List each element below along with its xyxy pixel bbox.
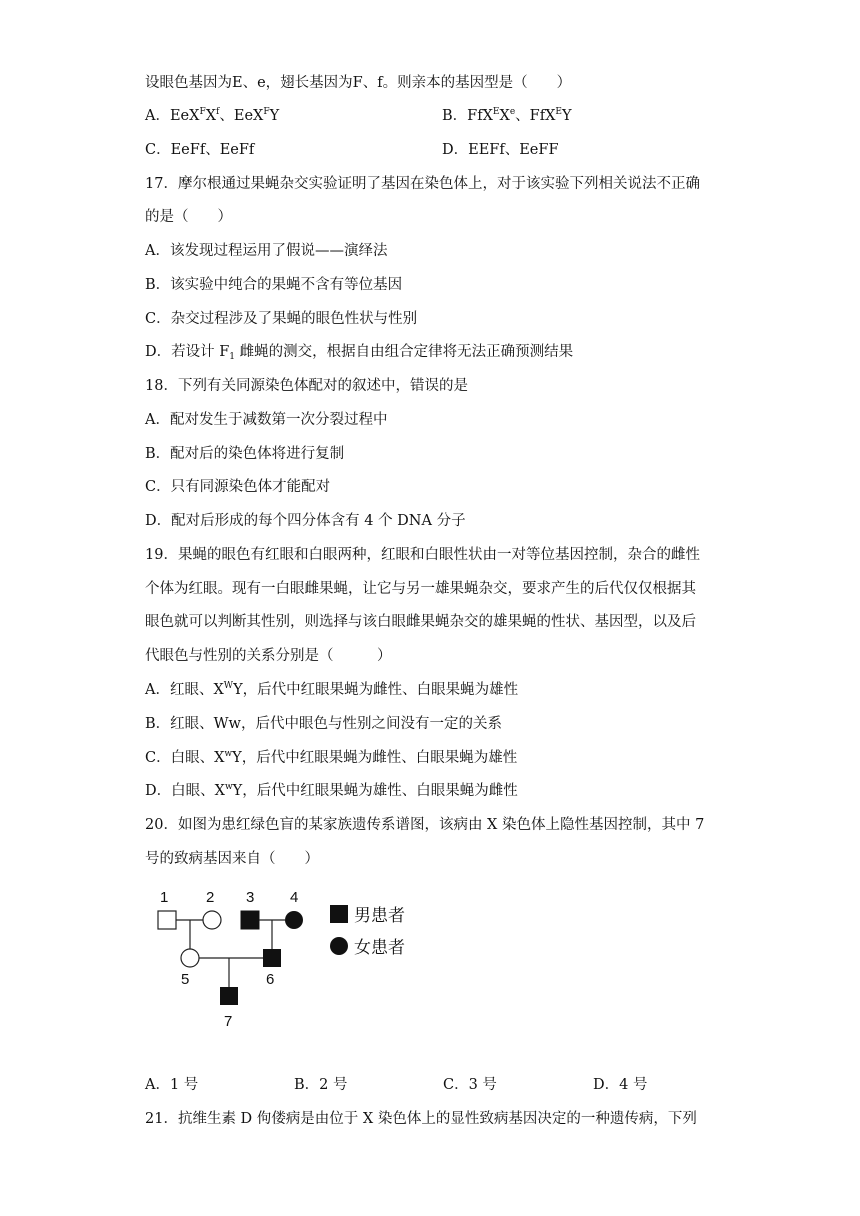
q17-option-d[interactable]: D．若设计 $F_1$ 雌蝇的测交，根据自由组合定律将无法正确预测结果: [145, 344, 574, 362]
legend-male-square-icon: [330, 905, 348, 923]
q19-stem-line3: 眼色就可以判断其性别，则选择与该白眼雌果蝇杂交的雄果蝇的性状、基因型，以及后: [145, 614, 696, 630]
q19-stem-line2: 个体为红眼。现有一白眼雌果蝇，让它与另一雄果蝇杂交，要求产生的后代仅仅根据其: [145, 581, 696, 597]
q18-stem: 18．下列有关同源染色体配对的叙述中，错误的是: [145, 378, 468, 394]
q18-option-b[interactable]: B．配对后的染色体将进行复制: [145, 446, 345, 462]
pedigree-individual-7: [220, 987, 238, 1005]
pedigree-number-7: 7: [224, 1013, 233, 1030]
q18-option-c[interactable]: C．只有同源染色体才能配对: [145, 479, 331, 495]
q16-option-a[interactable]: A．$EeX^FX^f$、EeX$^F$Y: [145, 107, 280, 124]
q16-option-c[interactable]: C．EeFf、EeFf: [145, 142, 255, 158]
pedigree-individual-6: [263, 949, 281, 967]
pedigree-individual-5: [181, 949, 199, 967]
q16-option-b[interactable]: B．FfX$^E$Xe、FfX$^E$Y: [442, 107, 572, 124]
pedigree-individual-2: [203, 911, 221, 929]
q17-stem-line1: 17．摩尔根通过果蝇杂交实验证明了基因在染色体上，对于该实验下列相关说法不正确: [145, 176, 700, 192]
pedigree-individual-3: [241, 911, 259, 929]
q19-option-a[interactable]: A．红眼、$X^WY$，后代中红眼果蝇为雌性、白眼果蝇为雄性: [145, 681, 519, 698]
q16-option-d[interactable]: D．EEFf、EeFF: [442, 142, 559, 158]
q17-stem-line2: 的是（ ）: [145, 209, 232, 225]
pedigree-chart: [150, 880, 430, 1040]
pedigree-number-1: 1: [160, 889, 169, 906]
legend-male-label: 男患者: [354, 906, 405, 926]
q17-option-a[interactable]: A．该发现过程运用了假说——演绎法: [145, 243, 388, 259]
pedigree-number-3: 3: [246, 889, 255, 906]
pedigree-individual-4: [285, 911, 303, 929]
pedigree-number-2: 2: [206, 889, 215, 906]
q19-stem-line4: 代眼色与性别的关系分别是（ ）: [145, 648, 392, 664]
q17-option-c[interactable]: C．杂交过程涉及了果蝇的眼色性状与性别: [145, 311, 418, 327]
pedigree-number-6: 6: [266, 971, 275, 988]
legend-female-circle-icon: [330, 937, 348, 955]
q20-option-a[interactable]: A．1 号: [145, 1077, 199, 1093]
q19-stem-line1: 19．果蝇的眼色有红眼和白眼两种，红眼和白眼性状由一对等位基因控制，杂合的雌性: [145, 547, 700, 563]
q21-stem-line1: 21．抗维生素 D 佝偻病是由位于 X 染色体上的显性致病基因决定的一种遗传病，下列: [145, 1111, 697, 1127]
q20-stem-line2: 号的致病基因来自（ ）: [145, 851, 319, 867]
q19-option-d[interactable]: D．白眼、$X^wY$，后代中红眼果蝇为雄性、白眼果蝇为雌性: [145, 782, 518, 799]
pedigree-individual-1: [158, 911, 176, 929]
q19-option-c[interactable]: C．白眼、$X^wY$，后代中红眼果蝇为雌性、白眼果蝇为雄性: [145, 749, 518, 766]
pedigree-number-5: 5: [181, 971, 190, 988]
q20-option-c[interactable]: C．3 号: [443, 1077, 497, 1093]
q18-option-d[interactable]: D．配对后形成的每个四分体含有 4 个 DNA 分子: [145, 513, 466, 529]
q20-stem-line1: 20．如图为患红绿色盲的某家族遗传系谱图，该病由 X 染色体上隐性基因控制，其中 7: [145, 817, 705, 833]
q17-option-b[interactable]: B．该实验中纯合的果蝇不含有等位基因: [145, 277, 403, 293]
q19-option-b[interactable]: B．红眼、Ww，后代中眼色与性别之间没有一定的关系: [145, 716, 502, 732]
pedigree-number-4: 4: [290, 889, 299, 906]
legend-female-label: 女患者: [354, 938, 405, 958]
q20-option-b[interactable]: B．2 号: [294, 1077, 348, 1093]
q20-option-d[interactable]: D．4 号: [593, 1077, 648, 1093]
q18-option-a[interactable]: A．配对发生于减数第一次分裂过程中: [145, 412, 388, 428]
q16-stem: 设眼色基因为E、e，翅长基因为F、f。则亲本的基因型是（ ）: [145, 75, 572, 91]
